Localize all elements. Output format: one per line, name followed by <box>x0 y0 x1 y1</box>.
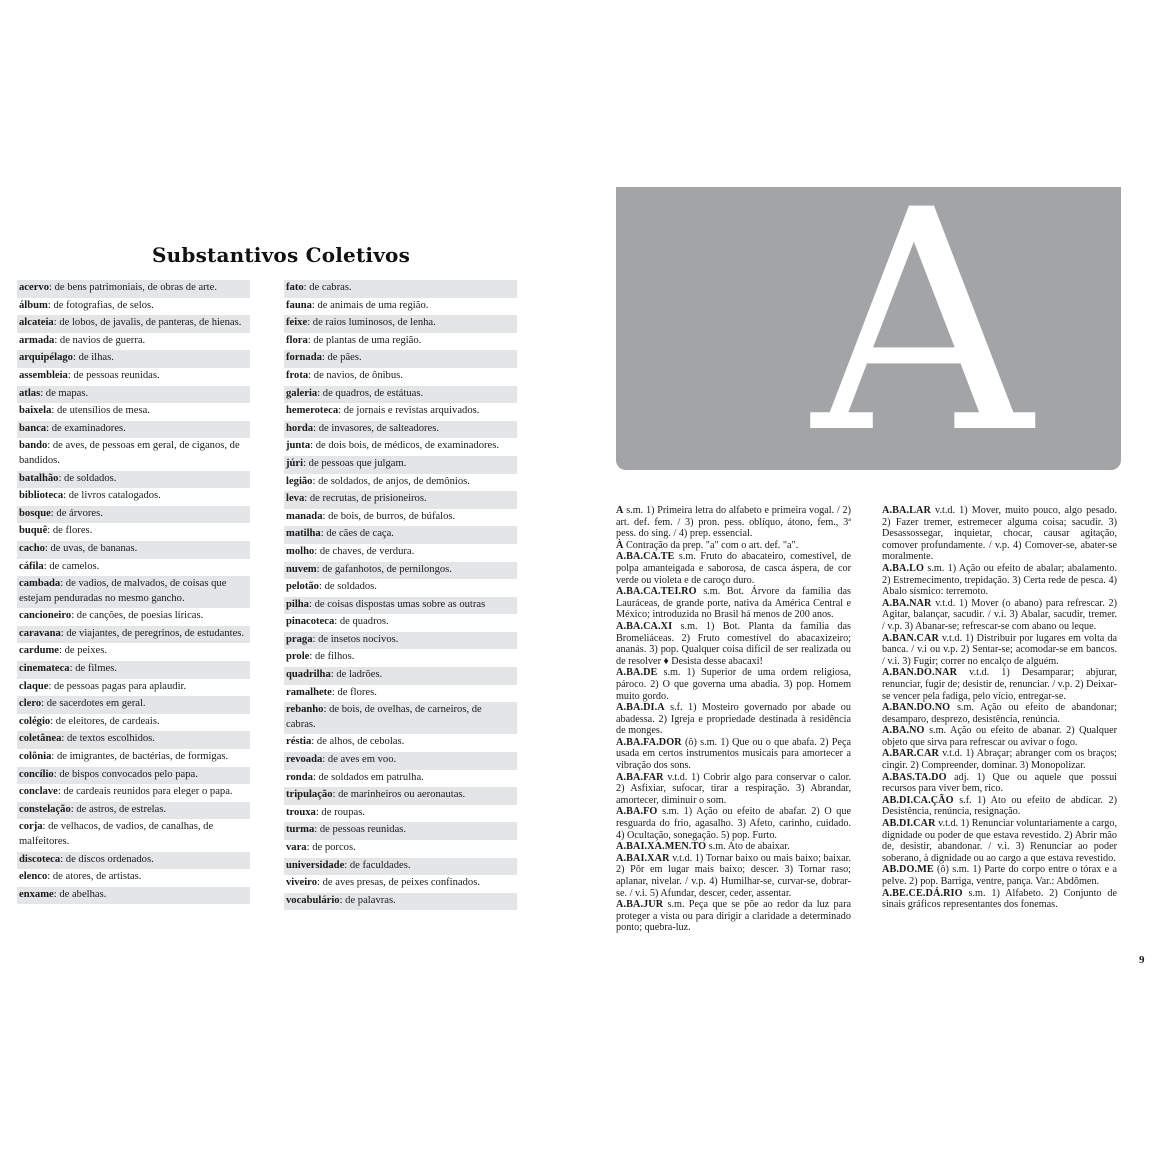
collective-noun-item: feixe: de raios luminosos, de lenha. <box>284 315 517 333</box>
collective-definition: de pessoas reunidas. <box>73 369 160 381</box>
collective-definition: de palavras. <box>345 894 396 906</box>
collective-definition: de soldados, de anjos, de demônios. <box>318 475 470 487</box>
collective-definition: de lobos, de javalis, de panteras, de hienas. <box>59 317 242 329</box>
entry-definition: v.t.d. 1) Desamparar; abjurar, renunciar, fugir de; desistir de, renunciar. / v.p. 2) Deixar-se vencer pela fadiga, pelo vício, entregar-se. <box>882 667 1117 702</box>
collective-definition: de raios luminosos, de lenha. <box>312 317 436 329</box>
collective-definition: de cardeais reunidos para eleger o papa. <box>63 786 233 798</box>
dictionary-entry <box>882 888 1117 911</box>
collective-term: concílio <box>19 768 54 780</box>
collective-term: conclave <box>19 786 58 798</box>
collective-term: júri <box>286 457 304 469</box>
collective-definition: de astros, de estrelas. <box>76 803 167 815</box>
entry-headword: A.BA.CA.TEI.RO <box>616 586 697 598</box>
entry-headword: À <box>616 539 624 551</box>
collective-noun-item: matilha: de cães de caça. <box>284 526 517 544</box>
collective-term: manada <box>286 510 323 522</box>
collective-noun-item: leva: de recrutas, de prisioneiros. <box>284 491 517 509</box>
collective-noun-item: banca: de examinadores. <box>17 421 250 439</box>
dictionary-entry <box>616 621 851 667</box>
collective-term: clero <box>19 698 42 710</box>
collective-definition: de plantas de uma região. <box>313 334 422 346</box>
collective-definition: de ladrões. <box>336 669 383 681</box>
collective-term: fato <box>286 282 304 293</box>
collective-term: hemeroteca <box>286 405 339 417</box>
collective-definition: de gafanhotos, de pernilongos. <box>322 563 452 575</box>
collective-definition: de cães de caça. <box>326 528 394 540</box>
collective-noun-item: pelotão: de soldados. <box>286 581 377 593</box>
entry-definition: s.m. 1) Alfabeto. 2) Conjunto de sinais gráficos representantes dos fonemas. <box>882 887 1117 911</box>
collective-noun-item: viveiro: de aves presas, de peixes confinados. <box>286 877 480 889</box>
dictionary-entry <box>616 772 851 807</box>
collective-noun-item: batalhão: de soldados. <box>17 471 250 489</box>
dictionary-entry <box>616 505 851 540</box>
entry-definition: s.f. 1) Mosteiro governado por abade ou abadessa. 2) Igreja e propriedade destinada à residência de monges. <box>616 702 851 737</box>
collective-definition: de camelos. <box>49 560 100 572</box>
collective-term: banca <box>19 422 47 434</box>
dictionary-entry <box>616 806 851 841</box>
collective-noun-item: flora: de plantas de uma região. <box>286 334 422 346</box>
collective-term: nuvem <box>286 563 317 575</box>
collective-noun-item: claque: de pessoas pagas para aplaudir. <box>19 680 187 692</box>
collective-noun-item: vocabulário: de palavras. <box>284 893 517 911</box>
collective-term: junta <box>286 440 311 452</box>
collective-definition: de discos ordenados. <box>65 853 154 865</box>
collective-definition: de coisas dispostas umas sobre as outras <box>314 598 486 610</box>
collective-definition: de flores. <box>337 686 377 698</box>
dictionary-entry <box>616 841 851 853</box>
dictionary-entry <box>882 748 1117 771</box>
collective-term: cancioneiro <box>19 610 72 622</box>
entry-definition: s.m. Ação ou efeito de abanar. 2) Qualquer objeto que sirva para refrescar ou avivar o fogo. <box>882 725 1117 748</box>
page-number: 9 <box>1139 954 1145 966</box>
collective-definition: de uvas, de bananas. <box>50 542 138 554</box>
collective-noun-item: colônia: de imigrantes, de bactérias, de formigas. <box>19 751 229 763</box>
collective-definition: de aves, de pessoas em geral, de ciganos, de bandidos. <box>19 440 240 466</box>
collective-definition: de insetos nocivos. <box>318 633 399 645</box>
collective-term: ronda <box>286 771 313 783</box>
collective-definition: de ilhas. <box>78 352 114 364</box>
dictionary-entry <box>882 505 1117 563</box>
collective-definition: de filhos. <box>314 651 355 663</box>
entry-definition: s.m. Ato de abaixar. <box>706 841 790 853</box>
entry-definition: s.m. 1) Primeira letra do alfabeto e primeira vogal. / 2) art. def. fem. / 3) pron. pess. oblíquo, átono, fem., 3ª pess. do sing. / 4) prep. essencial. <box>616 505 851 540</box>
collective-definition: de animais de uma região. <box>317 299 429 311</box>
collective-definition: de aves presas, de peixes confinados. <box>322 877 480 889</box>
entry-headword: A.BA.DI.A <box>616 702 665 714</box>
collective-noun-item: pilha: de coisas dispostas umas sobre as outras <box>284 597 517 615</box>
collective-term: matilha <box>286 528 321 540</box>
collective-term: viveiro <box>286 877 317 889</box>
collective-noun-item: conclave: de cardeais reunidos para eleger o papa. <box>19 786 233 798</box>
collective-term: réstia <box>286 736 312 748</box>
collective-definition: de quadros, de estátuas. <box>322 387 424 399</box>
collective-term: prole <box>286 651 310 663</box>
collective-noun-item: ramalhete: de flores. <box>286 686 377 698</box>
collective-term: buquê <box>19 525 48 537</box>
collective-term: quadrilha <box>286 669 331 681</box>
collective-noun-item: acervo: de bens patrimoniais, de obras de arte. <box>17 280 250 298</box>
entry-definition: s.m. 1) Ação ou efeito de abalar; abalamento. 2) Estremecimento, trepidação. 3) Certa rede de pesca. 4) Abalo sísmico: terremoto. <box>882 562 1117 598</box>
collective-definition: de navios de guerra. <box>59 334 146 346</box>
collective-term: discoteca <box>19 853 61 865</box>
big-letter-a: A <box>812 145 1033 500</box>
collective-term: claque <box>19 680 49 692</box>
collective-term: bando <box>19 440 48 452</box>
letter-banner <box>616 145 1121 500</box>
collective-definition: de livros catalogados. <box>68 490 161 502</box>
collective-definition: de canções, de poesias líricas. <box>76 610 204 622</box>
collective-noun-item: buquê: de flores. <box>19 525 93 537</box>
collective-definition: de jornais e revistas arquivados. <box>343 405 480 417</box>
entry-definition: v.t.d. 1) Mover, muito pouco, algo pesado. 2) Fazer tremer, estremecer alguma coisa; sacudir. 3) Desassossegar, inquietar, chocar, causar agitação, comover profundamente. / v.p. 4) Comover-se, abater-se moralmente. <box>882 505 1117 563</box>
collective-term: pelotão <box>286 581 319 593</box>
collective-definition: de flores. <box>52 525 93 537</box>
entry-headword: A <box>616 505 624 516</box>
collective-term: cambada <box>19 578 61 590</box>
entry-headword: A.BAI.XA.MEN.TO <box>616 841 707 853</box>
collective-noun-item: arquipélago: de ilhas. <box>17 350 250 368</box>
collective-noun-item: turma: de pessoas reunidas. <box>284 822 517 840</box>
collective-definition: de bispos convocados pelo papa. <box>59 768 198 780</box>
collective-noun-item: constelação: de astros, de estrelas. <box>17 802 250 820</box>
dictionary-entry <box>616 899 851 934</box>
collective-term: atlas <box>19 387 41 399</box>
collective-term: ramalhete <box>286 686 332 698</box>
dictionary-entry <box>616 702 851 737</box>
collective-term: flora <box>286 334 308 346</box>
collective-definition: de eleitores, de cardeais. <box>55 715 160 727</box>
dictionary-entry <box>882 633 1117 668</box>
collective-term: tripulação <box>286 789 333 801</box>
collective-term: colégio <box>19 715 51 727</box>
collective-noun-item: rebanho: de bois, de ovelhas, de carneiros, de cabras. <box>284 702 517 734</box>
dictionary-column-2 <box>882 505 1117 911</box>
collective-noun-item: legião: de soldados, de anjos, de demônios. <box>286 475 470 487</box>
collective-term: caravana <box>19 627 61 639</box>
collective-definition: de pessoas pagas para aplaudir. <box>54 680 187 692</box>
collective-noun-item: caravana: de viajantes, de peregrinos, de estudantes. <box>17 626 250 644</box>
collective-term: fornada <box>286 352 322 364</box>
collective-definition: de atores, de artistas. <box>52 871 142 883</box>
entry-headword: A.BA.FO <box>616 806 658 818</box>
collective-definition: de recrutas, de prisioneiros. <box>309 493 427 505</box>
entry-headword: A.BA.CA.TE <box>616 551 675 563</box>
dictionary-entry <box>882 667 1117 702</box>
dictionary-entry <box>616 667 851 702</box>
collective-definition: de peixes. <box>64 645 107 657</box>
dictionary-entry <box>616 737 851 772</box>
collective-noun-item: cinemateca: de filmes. <box>17 661 250 679</box>
dictionary-entry <box>882 818 1117 864</box>
collective-term: trouxa <box>286 806 316 818</box>
collective-term: vocabulário <box>286 894 340 906</box>
entry-definition: s.f. 1) Ato ou efeito de abdicar. 2) Desistência, renúncia, resignação. <box>882 794 1117 818</box>
collective-term: bosque <box>19 507 51 519</box>
collective-definition: de dois bois, de médicos, de examinadores. <box>315 440 500 452</box>
collective-term: legião <box>286 475 313 487</box>
collective-term: batalhão <box>19 472 59 484</box>
right-page <box>580 0 1160 1160</box>
collective-definition: de velhacos, de vadios, de canalhas, de malfeitores. <box>19 821 214 847</box>
collective-definition: de roupas. <box>321 806 365 818</box>
collective-definition: de quadros. <box>339 616 389 628</box>
entry-definition: s.m. Peça que se põe ao redor da luz para proteger a vista ou para dirigir a claridade a determinado ponto; quebra-luz. <box>616 899 851 934</box>
collective-noun-item: bando: de aves, de pessoas em geral, de ciganos, de bandidos. <box>19 440 240 466</box>
dictionary-entry <box>882 772 1117 795</box>
collective-noun-item: álbum: de fotografias, de selos. <box>19 299 154 311</box>
collective-noun-item: alcateia: de lobos, de javalis, de panteras, de hienas. <box>17 315 250 333</box>
dictionary-entry <box>882 563 1117 598</box>
entry-definition: v.t.d. 1) Cobrir algo para conservar o calor. 2) Asfixiar, sufocar, tirar a respiração. 3) Abrandar, amortecer, diminuir o som. <box>616 771 851 806</box>
collective-noun-item: elenco: de atores, de artistas. <box>19 871 142 883</box>
collective-noun-item: fato: de cabras. <box>284 280 517 298</box>
collective-nouns-column-2 <box>284 280 517 910</box>
collective-term: cáfila <box>19 560 44 572</box>
collective-noun-item: enxame: de abelhas. <box>17 887 250 905</box>
collective-definition: de mapas. <box>45 387 89 399</box>
collective-noun-item: júri: de pessoas que julgam. <box>284 456 517 474</box>
collective-noun-item: fauna: de animais de uma região. <box>286 299 429 311</box>
collective-noun-item: atlas: de mapas. <box>17 386 250 404</box>
collective-term: pinacoteca <box>286 616 335 628</box>
entry-headword: A.BAN.CAR <box>882 632 939 644</box>
collective-definition: de filmes. <box>75 663 117 675</box>
dictionary-entry <box>616 853 851 899</box>
collective-definition: de bens patrimoniais, de obras de arte. <box>54 282 217 293</box>
collective-term: leva <box>286 493 305 505</box>
collective-noun-item: prole: de filhos. <box>286 651 355 663</box>
dictionary-entry <box>616 551 851 586</box>
collective-definition: de pessoas reunidas. <box>319 824 407 836</box>
dictionary-entry <box>882 702 1117 725</box>
collective-definition: de imigrantes, de bactérias, de formigas. <box>56 751 229 763</box>
dictionary-entry <box>616 586 851 621</box>
collective-noun-item: cáfila: de camelos. <box>19 560 100 572</box>
dictionary-entry <box>882 795 1117 818</box>
collective-definition: de árvores. <box>56 507 103 519</box>
entry-definition: v.t.d. 1) Renunciar voluntariamente a cargo, dignidade ou poder de que estava revestido. 2) Abrir mão de, desistir, abandonar. / v.i. 3) Renunciar ao poder soberano, à dignidade ou ao cargo a que estava revestido. <box>882 818 1117 864</box>
collective-noun-item: hemeroteca: de jornais e revistas arquivados. <box>286 405 480 417</box>
collective-term: cacho <box>19 542 45 554</box>
collective-term: assembleia <box>19 369 68 381</box>
entry-definition: s.m. 1) Bot. Planta da família das Bromeliáceas. 2) Fruto comestível do abacaxizeiro; ananás. 3) pop. Qualquer coisa difícil de ser realizada ou de resolver ♦ Desista desse abacaxi! <box>616 620 851 667</box>
entry-headword: A.BA.DE <box>616 667 658 679</box>
collective-definition: de utensílios de mesa. <box>56 405 150 417</box>
collective-noun-item: universidade: de faculdades. <box>284 858 517 876</box>
collective-noun-item: cardume: de peixes. <box>19 645 107 657</box>
collective-definition: de marinheiros ou aeronautas. <box>338 789 466 801</box>
collective-term: fauna <box>286 299 312 311</box>
collective-definition: de bois, de ovelhas, de carneiros, de cabras. <box>286 704 482 730</box>
collective-definition: de faculdades. <box>349 859 411 871</box>
collective-noun-item: vara: de porcos. <box>286 842 356 853</box>
entry-definition: adj. 1) Que ou aquele que possui recursos para viver bem, rico. <box>882 771 1117 795</box>
collective-term: colônia <box>19 751 52 763</box>
collective-noun-item: cacho: de uvas, de bananas. <box>17 541 250 559</box>
collective-definition: de pães. <box>327 352 362 364</box>
collective-term: praga <box>286 633 313 645</box>
collective-term: revoada <box>286 754 323 766</box>
collective-term: molho <box>286 545 315 557</box>
collective-noun-item: horda: de invasores, de salteadores. <box>284 421 517 439</box>
collective-definition: de pessoas que julgam. <box>308 457 407 469</box>
entry-definition: (ô) s.m. 1) Que ou o que abafa. 2) Peça usada em certos instrumentos musicais para amortecer a vibração dos sons. <box>616 736 851 772</box>
collective-noun-item: clero: de sacerdotes em geral. <box>17 696 250 714</box>
collective-definition: de alhos, de cebolas. <box>316 736 405 748</box>
entry-headword: A.BAI.XAR <box>616 852 670 864</box>
collective-term: biblioteca <box>19 490 64 502</box>
collective-noun-item: galeria: de quadros, de estátuas. <box>284 386 517 404</box>
collective-noun-item: concílio: de bispos convocados pelo papa. <box>17 767 250 785</box>
collective-term: horda <box>286 422 314 434</box>
entry-definition: v.t.d. 1) Distribuir por lugares em volta da banca. / v.i ou v.p. 2) Sentar-se; acomodar-se em bancos. / v.i. 3) Fugir; correr no encalço de alguém. <box>882 632 1117 667</box>
entry-headword: AB.DI.CAR <box>882 818 936 830</box>
collective-noun-item: coletânea: de textos escolhidos. <box>17 731 250 749</box>
collective-noun-item: revoada: de aves em voo. <box>284 752 517 770</box>
collective-noun-item: bosque: de árvores. <box>17 506 250 524</box>
entry-definition: v.t.d. 1) Abraçar; abranger com os braços; cingir. 2) Compreender, dominar. 3) Monopolizar. <box>882 748 1117 772</box>
dictionary-entry <box>616 540 851 552</box>
collective-noun-item: trouxa: de roupas. <box>286 806 365 818</box>
dictionary-entry <box>882 598 1117 633</box>
collective-definition: de porcos. <box>312 842 356 853</box>
entry-definition: (ô) s.m. 1) Parte do corpo entre o tórax e a pelve. 2) pop. Barriga, ventre, pança. Var.: Abdômen. <box>882 864 1117 887</box>
entry-headword: A.BA.LO <box>882 562 925 574</box>
entry-definition: s.m. 1) Superior de uma ordem religiosa, pároco. 2) O que governa uma abadia. 3) pop. Homem muito gordo. <box>616 667 851 702</box>
entry-headword: A.BA.NAR <box>882 597 932 609</box>
collective-noun-item: colégio: de eleitores, de cardeais. <box>19 715 160 727</box>
entry-headword: A.BAN.DO.NO <box>882 702 951 714</box>
collective-noun-item: praga: de insetos nocivos. <box>284 632 517 650</box>
entry-headword: A.BA.FAR <box>616 771 664 783</box>
entry-definition: s.m. Fruto do abacateiro, comestível, de polpa amanteigada e saborosa, de casca áspera, de cor verde ou violeta e de caroço duro. <box>616 551 851 586</box>
dictionary-entry <box>882 725 1117 748</box>
collective-noun-item: frota: de navios, de ônibus. <box>286 369 403 381</box>
collective-noun-item: nuvem: de gafanhotos, de pernilongos. <box>284 562 517 580</box>
collective-term: feixe <box>286 317 308 329</box>
entry-headword: A.BAR.CAR <box>882 748 939 760</box>
collective-noun-item: cambada: de vadios, de malvados, de coisas que estejam penduradas no mesmo gancho. <box>17 576 250 608</box>
entry-headword: A.BAN.DO.NAR <box>882 667 958 679</box>
entry-headword: A.BA.NO <box>882 725 925 737</box>
collective-definition: de bois, de burros, de búfalos. <box>328 510 456 522</box>
collective-noun-item: tripulação: de marinheiros ou aeronautas. <box>284 787 517 805</box>
collective-term: acervo <box>19 282 49 293</box>
collective-term: pilha <box>286 598 309 610</box>
collective-noun-item: ronda: de soldados em patrulha. <box>286 771 424 783</box>
entry-headword: A.BA.CA.XI <box>616 620 673 632</box>
collective-term: álbum <box>19 299 48 311</box>
collective-term: alcateia <box>19 317 54 329</box>
collective-definition: de invasores, de salteadores. <box>318 422 440 434</box>
collective-noun-item: biblioteca: de livros catalogados. <box>19 490 161 502</box>
collective-term: rebanho <box>286 704 324 716</box>
collective-definition: de cabras. <box>309 282 352 293</box>
collective-noun-item: discoteca: de discos ordenados. <box>17 852 250 870</box>
collective-noun-item: quadrilha: de ladrões. <box>284 667 517 685</box>
collective-term: turma <box>286 824 315 836</box>
collective-definition: de abelhas. <box>59 888 107 900</box>
collective-term: constelação <box>19 803 71 815</box>
collective-noun-item: armada: de navios de guerra. <box>19 334 146 346</box>
collective-definition: de viajantes, de peregrinos, de estudantes. <box>66 627 245 639</box>
entry-headword: A.BA.FA.DOR <box>616 736 682 748</box>
collective-term: enxame <box>19 888 54 900</box>
entry-definition: s.m. Ação ou efeito de abandonar; desamparo, desprezo, desistência, renúncia. <box>882 702 1117 725</box>
collective-term: elenco <box>19 871 48 883</box>
entry-definition: v.t.d. 1) Tornar baixo ou mais baixo; baixar. 2) Pôr em lugar mais baixo; descer. 3) Tornar raso; aplanar, nivelar. / v.p. 4) Humilhar-se, curvar-se, dobrar-se. / v.i. 5) Afundar, descer, ceder, assentar. <box>616 852 851 899</box>
dictionary-column-1 <box>616 505 851 934</box>
entry-definition: s.m. 1) Ação ou efeito de abafar. 2) O que resguarda do frio, agasalho. 3) Afeto, carinho, cuidado. 4) Ocultação, sonegação. 5) pop. Furto. <box>616 806 851 841</box>
collective-term: frota <box>286 369 309 381</box>
collective-definition: de textos escolhidos. <box>66 733 155 745</box>
entry-headword: A.BA.JUR <box>616 899 664 911</box>
collective-definition: de soldados. <box>64 472 117 484</box>
collective-noun-item: assembleia: de pessoas reunidas. <box>19 369 160 381</box>
collective-term: universidade <box>286 859 345 871</box>
collective-definition: de aves em voo. <box>327 754 397 766</box>
collective-definition: de chaves, de verdura. <box>319 545 415 557</box>
collective-noun-item: cancioneiro: de canções, de poesias líricas. <box>19 610 204 622</box>
collective-term: vara <box>286 842 307 853</box>
entry-headword: AB.DI.CA.ÇÃO <box>882 794 954 806</box>
collective-noun-item: baixela: de utensílios de mesa. <box>19 405 150 417</box>
collective-term: arquipélago <box>19 352 73 364</box>
entry-definition: Contração da prep. "a" com o art. def. "a". <box>623 539 799 551</box>
collective-term: cinemateca <box>19 663 70 675</box>
collective-definition: de soldados. <box>324 581 377 593</box>
collective-definition: de soldados em patrulha. <box>318 771 424 783</box>
collective-definition: de sacerdotes em geral. <box>46 698 146 710</box>
entry-headword: A.BE.CE.DÁ.RIO <box>882 887 963 899</box>
collective-term: baixela <box>19 405 52 417</box>
dictionary-entry <box>882 864 1117 887</box>
collective-noun-item: molho: de chaves, de verdura. <box>286 545 415 557</box>
collective-term: corja <box>19 821 43 833</box>
entry-headword: AB.DO.ME <box>882 864 934 876</box>
collective-term: coletânea <box>19 733 62 745</box>
collective-noun-item: fornada: de pães. <box>284 350 517 368</box>
entry-headword: A.BA.LAR <box>882 505 931 516</box>
entry-definition: s.m. Bot. Árvore da família das Lauráceas, de grande porte, nativa da América Central e México; introduzida no Brasil há menos de 200 anos. <box>616 586 851 621</box>
entry-headword: A.BAS.TA.DO <box>882 771 947 783</box>
collective-nouns-column-1 <box>17 280 250 904</box>
entry-definition: v.t.d. 1) Mover (o abano) para refrescar. 2) Agitar, balançar, sacudir. / v.i. 3) Abalar, sacudir, tremer. / v.p. 3) Abanar-se; refrescar-se com abano ou leque. <box>882 597 1117 632</box>
collective-definition: de vadios, de malvados, de coisas que estejam penduradas no mesmo gancho. <box>19 578 227 604</box>
collective-noun-item: réstia: de alhos, de cebolas. <box>286 736 405 748</box>
collective-definition: de navios, de ônibus. <box>313 369 403 381</box>
page-title: Substantivos Coletivos <box>152 243 411 267</box>
collective-term: galeria <box>286 387 318 399</box>
collective-noun-item: pinacoteca: de quadros. <box>286 616 389 628</box>
collective-definition: de examinadores. <box>51 422 126 434</box>
collective-term: cardume <box>19 645 60 657</box>
collective-noun-item: junta: de dois bois, de médicos, de examinadores. <box>286 440 500 452</box>
collective-noun-item: manada: de bois, de burros, de búfalos. <box>286 510 456 522</box>
collective-noun-item: corja: de velhacos, de vadios, de canalhas, de malfeitores. <box>19 821 214 847</box>
collective-definition: de fotografias, de selos. <box>53 299 154 311</box>
collective-term: armada <box>19 334 55 346</box>
